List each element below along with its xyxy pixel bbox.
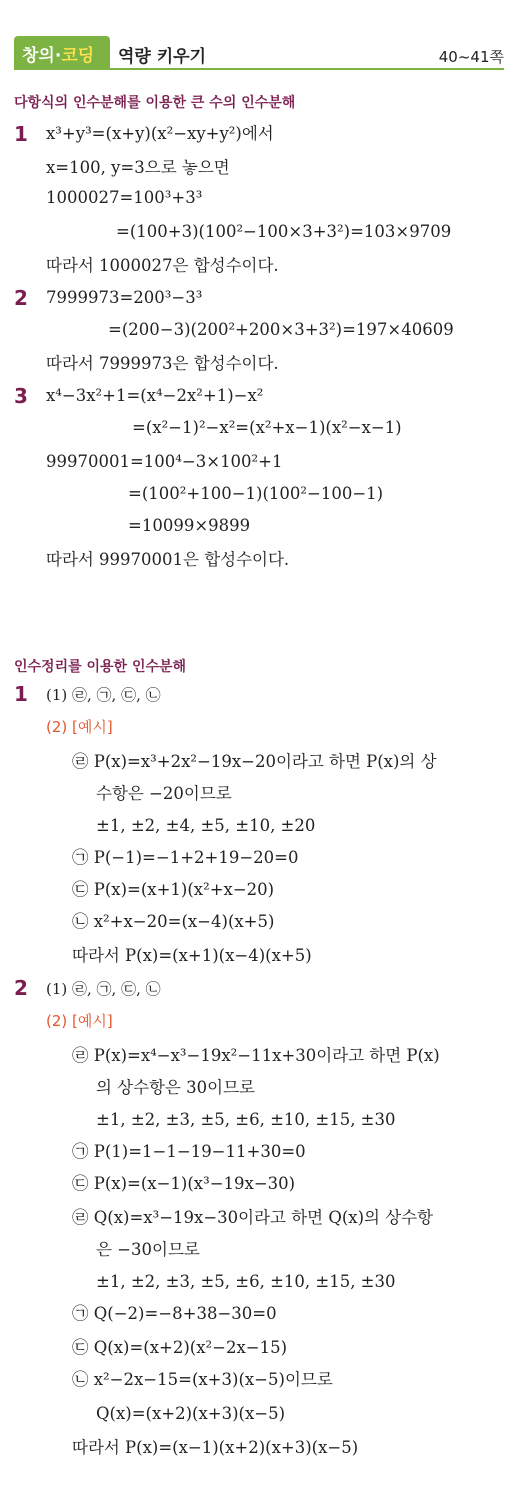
solution-line: x=100, y=3으로 놓으면 [46,158,230,177]
solution-line: x⁴−3x²+1=(x⁴−2x²+1)−x² [46,386,264,405]
badge-label-1: 창의 [22,46,55,66]
solution-line: ±1, ±2, ±3, ±5, ±6, ±10, ±15, ±30 [96,1110,396,1129]
solution-line: =(x²−1)²−x²=(x²+x−1)(x²−x−1) [132,418,402,437]
solution-line: ㉡ x²−2x−15=(x+3)(x−5)이므로 [72,1370,333,1389]
section-title: 인수정리를 이용한 인수분해 [14,659,187,675]
solution-line: ±1, ±2, ±3, ±5, ±6, ±10, ±15, ±30 [96,1272,396,1291]
solution-line: (1) ㉣, ㉠, ㉢, ㉡ [46,980,161,998]
header-title: 역량 키우기 [118,47,207,67]
solution-line: 따라서 99970001은 합성수이다. [46,550,290,569]
header-rule [14,68,504,70]
solution-line: ㉢ P(x)=(x−1)(x³−19x−30) [72,1174,296,1193]
problem-number: 1 [14,682,28,706]
solution-line: ㉠ P(−1)=−1+2+19−20=0 [72,848,299,867]
solution-line: =(100+3)(100²−100×3+3²)=103×9709 [116,222,452,241]
problem-number: 2 [14,976,28,1000]
solution-line: 99970001=100⁴−3×100²+1 [46,452,283,471]
solution-line: ±1, ±2, ±4, ±5, ±10, ±20 [96,816,316,835]
solution-line: 은 −30이므로 [96,1240,200,1259]
example-label: (2) [예시] [46,1012,113,1030]
solution-line: Q(x)=(x+2)(x+3)(x−5) [96,1404,286,1423]
solution-line: ㉣ P(x)=x⁴−x³−19x²−11x+30이라고 하면 P(x) [72,1046,440,1065]
solution-line: x³+y³=(x+y)(x²−xy+y²)에서 [46,124,274,143]
example-label: (2) [예시] [46,718,113,736]
solution-line: 의 상수항은 30이므로 [96,1078,255,1097]
solution-line: 7999973=200³−3³ [46,288,203,307]
solution-line: 1000027=100³+3³ [46,188,203,207]
page-header [14,36,504,70]
solution-line: 따라서 7999973은 합성수이다. [46,354,279,373]
solution-line: ㉣ Q(x)=x³−19x−30이라고 하면 Q(x)의 상수항 [72,1208,434,1227]
badge-label-2: 코딩 [61,46,95,66]
solution-line: =10099×9899 [128,516,251,535]
problem-number: 3 [14,384,28,408]
solution-line: 따라서 P(x)=(x−1)(x+2)(x+3)(x−5) [72,1438,359,1457]
solution-line: ㉢ P(x)=(x+1)(x²+x−20) [72,880,275,899]
problem-number: 1 [14,122,28,146]
solution-line: 수항은 −20이므로 [96,784,232,803]
solution-line: (1) ㉣, ㉠, ㉢, ㉡ [46,686,161,704]
solution-line: ㉣ P(x)=x³+2x²−19x−20이라고 하면 P(x)의 상 [72,752,437,771]
creative-coding-badge: 창의·코딩 [14,36,110,68]
solution-line: ㉠ P(1)=1−1−19−11+30=0 [72,1142,306,1161]
solution-line: =(200−3)(200²+200×3+3²)=197×40609 [108,320,454,339]
page-range: 40~41쪽 [438,48,504,66]
problem-number: 2 [14,286,28,310]
solution-line: ㉢ Q(x)=(x+2)(x²−2x−15) [72,1338,288,1357]
solution-line: =(100²+100−1)(100²−100−1) [128,484,384,503]
solution-line: 따라서 P(x)=(x+1)(x−4)(x+5) [72,946,312,965]
solution-line: ㉠ Q(−2)=−8+38−30=0 [72,1304,277,1323]
section-title: 다항식의 인수분해를 이용한 큰 수의 인수분해 [14,95,296,111]
solution-line: ㉡ x²+x−20=(x−4)(x+5) [72,912,275,931]
solution-line: 따라서 1000027은 합성수이다. [46,256,279,275]
